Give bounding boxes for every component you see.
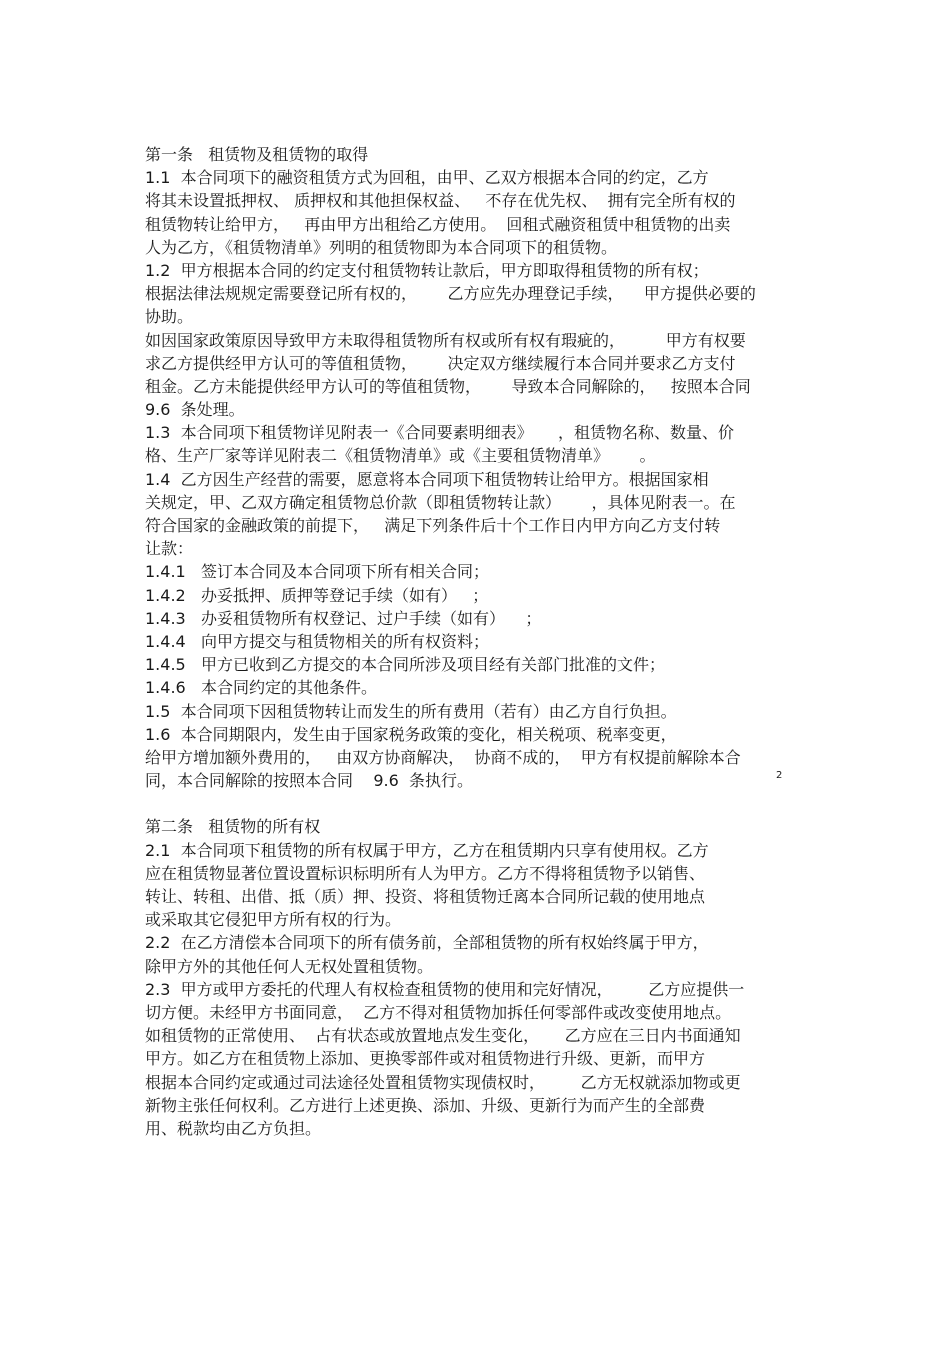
section-1-line: 同，本合同解除的按照本合同 9.6 条执行。 (145, 771, 473, 791)
section-spacer (145, 792, 810, 815)
section-2-line: 2.2 在乙方清偿本合同项下的所有债务前，全部租赁物的所有权始终属于甲方， (145, 933, 709, 953)
section-1-line: 1.3 本合同项下租赁物详见附表一《合同要素明细表》 ，租赁物名称、数量、价 (145, 423, 735, 443)
section-1-line: 1.4.4 向甲方提交与租赁物相关的所有权资料； (145, 631, 489, 651)
page-number: 2 (776, 770, 783, 781)
section-1-line: 将其未设置抵押权、 质押权和其他担保权益、 不存在优先权、 拥有完全所有权的 (145, 191, 736, 211)
section-1-line: 给甲方增加额外费用的， 由双方协商解决， 协商不成的， 甲方有权提前解除本合 (145, 747, 741, 767)
section-1-line: 9.6 条处理。 (145, 400, 245, 420)
section-1-line: 租赁物转让给甲方， 再由甲方出租给乙方使用。 回租式融资租赁中租赁物的出卖 (145, 214, 731, 234)
section-1-line: 格、生产厂家等详见附表二《租赁物清单》或《主要租赁物清单》 。 (145, 446, 656, 466)
section-2-line: 或采取其它侵犯甲方所有权的行为。 (145, 910, 402, 930)
section-1-line: 租金。乙方未能提供经甲方认可的等值租赁物， 导致本合同解除的， 按照本合同 (145, 376, 751, 396)
section-1-line: 人为乙方，《租赁物清单》列明的租赁物即为本合同项下的租赁物。 (145, 237, 618, 257)
section-1-line: 1.4 乙方因生产经营的需要，愿意将本合同项下租赁物转让给甲方。根据国家相 (145, 469, 709, 489)
section-1-line: 1.4.6 本合同约定的其他条件。 (145, 678, 377, 698)
section-2-line: 根据本合同约定或通过司法途径处置租赁物实现债权时， 乙方无权就添加物或更 (145, 1072, 741, 1092)
section-1-line: 符合国家的金融政策的前提下， 满足下列条件后十个工作日内甲方向乙方支付转 (145, 516, 721, 535)
section-1-heading: 第一条 租赁物及租赁物的取得 (145, 145, 369, 164)
section-2-line: 除甲方外的其他任何人无权处置租赁物。 (145, 956, 434, 976)
section-1-line: 求乙方提供经甲方认可的等值租赁物， 决定双方继续履行本合同并要求乙方支付 (145, 353, 736, 373)
section-2-line: 用、税款均由乙方负担。 (145, 1118, 322, 1138)
section-1-line: 1.4.1 签订本合同及本合同项下所有相关合同； (145, 562, 489, 582)
section-2-line: 转让、转租、出借、抵（质）押、投资、将租赁物迁离本合同所记载的使用地点 (145, 887, 706, 906)
section-2-line: 切方便。未经甲方书面同意， 乙方不得对租赁物加拆任何零部件或改变使用地点。 (145, 1002, 732, 1022)
section-1-line: 根据法律法规规定需要登记所有权的， 乙方应先办理登记手续， 甲方提供必要的 (145, 284, 756, 304)
section-1-line: 如因国家政策原因导致甲方未取得租赁物所有权或所有权有瑕疵的， 甲方有权要 (145, 330, 746, 350)
section-2-line: 甲方。如乙方在租赁物上添加、更换零部件或对租赁物进行升级、更新，而甲方 (145, 1049, 706, 1069)
section-1-line: 1.4.5 甲方已收到乙方提交的本合同所涉及项目经有关部门批准的文件； (145, 655, 665, 675)
section-2-line: 应在租赁物显著位置设置标识标明所有人为甲方。乙方不得将租赁物予以销售、 (145, 863, 706, 883)
section-1-line: 让款： (145, 539, 194, 559)
section-2-heading: 第二条 租赁物的所有权 (145, 817, 321, 837)
document-body (145, 143, 810, 1140)
section-1-line: 关规定，甲、乙双方确定租赁物总价款（即租赁物转让款） ，具体见附表一。在 (145, 492, 736, 512)
section-2-line: 如租赁物的正常使用、 占有状态或放置地点发生变化， 乙方应在三日内书面通知 (145, 1026, 741, 1046)
section-1-line: 1.1 本合同项下的融资租赁方式为回租，由甲、乙双方根据本合同的约定，乙方 (145, 168, 709, 188)
section-2-line: 2.3 甲方或甲方委托的代理人有权检查租赁物的使用和完好情况， 乙方应提供一 (145, 979, 745, 999)
section-1-line: 1.4.2 办妥抵押、质押等登记手续（如有） ； (145, 585, 489, 605)
section-1-line: 1.5 本合同项下因租赁物转让而发生的所有费用（若有）由乙方自行负担。 (145, 701, 677, 721)
section-1-line: 1.6 本合同期限内，发生由于国家税务政策的变化，相关税项、税率变更， (145, 724, 677, 744)
section-1-line: 协助。 (145, 307, 194, 327)
section-2-line: 2.1 本合同项下租赁物的所有权属于甲方，乙方在租赁期内只享有使用权。乙方 (145, 840, 709, 860)
section-1-line: 1.2 甲方根据本合同的约定支付租赁物转让款后，甲方即取得租赁物的所有权； (145, 260, 709, 280)
section-1-line: 1.4.3 办妥租赁物所有权登记、过户手续（如有） ； (145, 608, 542, 628)
section-2-line: 新物主张任何权利。乙方进行上述更换、添加、升级、更新行为而产生的全部费 (145, 1095, 706, 1115)
